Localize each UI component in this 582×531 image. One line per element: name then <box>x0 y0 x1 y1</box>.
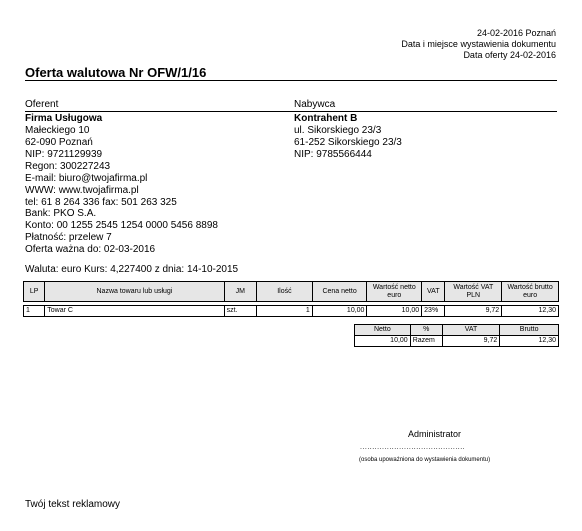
cell-vat-value: 9,72 <box>445 306 502 317</box>
col-header-vat-value: Wartość VAT PLN <box>445 282 502 302</box>
signature-caption: (osoba upoważniona do wystawienia dokumentu) <box>359 457 491 463</box>
cell-unit: szt. <box>224 306 256 317</box>
title-divider <box>25 80 557 81</box>
table-row <box>24 306 559 317</box>
buyer-name: Kontrahent B <box>294 113 358 124</box>
cell-qty: 1 <box>257 306 313 317</box>
offerer-block <box>25 113 177 209</box>
cell-lp: 1 <box>24 306 45 317</box>
buyer-nip: NIP: 9785566444 <box>294 149 372 160</box>
date-place: 24-02-2016 Poznań <box>476 28 556 38</box>
summary-header-gross: Brutto <box>500 325 559 336</box>
header-block <box>401 28 556 61</box>
summary-header-vat: VAT <box>442 325 500 336</box>
signature-dots: ........................................... <box>360 444 466 451</box>
footer-ad-text: Twój tekst reklamowy <box>25 499 121 510</box>
items-table <box>23 281 559 317</box>
account: Konto: 00 1255 2545 1254 0000 5456 8898 <box>25 220 218 231</box>
offerer-name: Firma Usługowa <box>25 113 103 124</box>
date-place-label: Data i miejsce wystawienia dokumentu <box>401 39 556 49</box>
col-header-unit: JM <box>224 282 256 302</box>
col-header-name: Nazwa towaru lub usługi <box>45 282 224 302</box>
col-header-gross-value: Wartość brutto euro <box>502 282 559 302</box>
summary-table <box>354 324 559 347</box>
offerer-nip: NIP: 9721129939 <box>25 149 103 160</box>
page-title: Oferta walutowa Nr OFW/1/16 <box>25 65 207 80</box>
items-header-row <box>24 282 559 302</box>
col-header-qty: Ilość <box>257 282 313 302</box>
summary-header-net: Netto <box>355 325 411 336</box>
valid-until: Oferta ważna do: 02-03-2016 <box>25 244 156 255</box>
cell-net-value: 10,00 <box>367 306 422 317</box>
buyer-city: 61-252 Sikorskiego 23/3 <box>294 137 402 148</box>
col-header-lp: LP <box>24 282 45 302</box>
col-header-net-value: Wartość netto euro <box>367 282 422 302</box>
offerer-www: WWW: www.twojafirma.pl <box>25 185 139 196</box>
summary-net: 10,00 <box>355 336 411 347</box>
cell-net-price: 10,00 <box>312 306 367 317</box>
offerer-regon: Regon: 300227243 <box>25 161 111 172</box>
col-header-net-price: Cena netto <box>312 282 367 302</box>
buyer-label: Nabywca <box>294 99 336 110</box>
offerer-tel: tel: 61 8 264 336 fax: 501 263 325 <box>25 197 177 208</box>
cell-name: Towar C <box>45 306 224 317</box>
summary-gross: 12,30 <box>500 336 559 347</box>
summary-header-row <box>355 325 559 336</box>
buyer-block <box>294 113 402 161</box>
cell-vat: 23% <box>422 306 445 317</box>
col-header-vat: VAT <box>422 282 445 302</box>
currency-info: Waluta: euro Kurs: 4,227400 z dnia: 14-10-2015 <box>25 264 239 275</box>
payment-method: Płatność: przelew 7 <box>25 232 112 243</box>
offerer-street: Małeckiego 10 <box>25 125 90 136</box>
signature-name: Administrator <box>408 429 462 439</box>
offerer-email: E-mail: biuro@twojafirma.pl <box>25 173 148 184</box>
table-row <box>355 336 559 347</box>
summary-percent: Razem <box>410 336 442 347</box>
offerer-city: 62-090 Poznań <box>25 137 93 148</box>
section-divider <box>25 111 557 112</box>
summary-header-percent: % <box>410 325 442 336</box>
payment-block <box>25 208 218 256</box>
buyer-street: ul. Sikorskiego 23/3 <box>294 125 382 136</box>
bank: Bank: PKO S.A. <box>25 208 97 219</box>
offerer-label: Oferent <box>25 99 59 110</box>
summary-vat: 9,72 <box>442 336 500 347</box>
cell-gross-value: 12,30 <box>502 306 559 317</box>
offer-date: Data oferty 24-02-2016 <box>463 50 556 60</box>
